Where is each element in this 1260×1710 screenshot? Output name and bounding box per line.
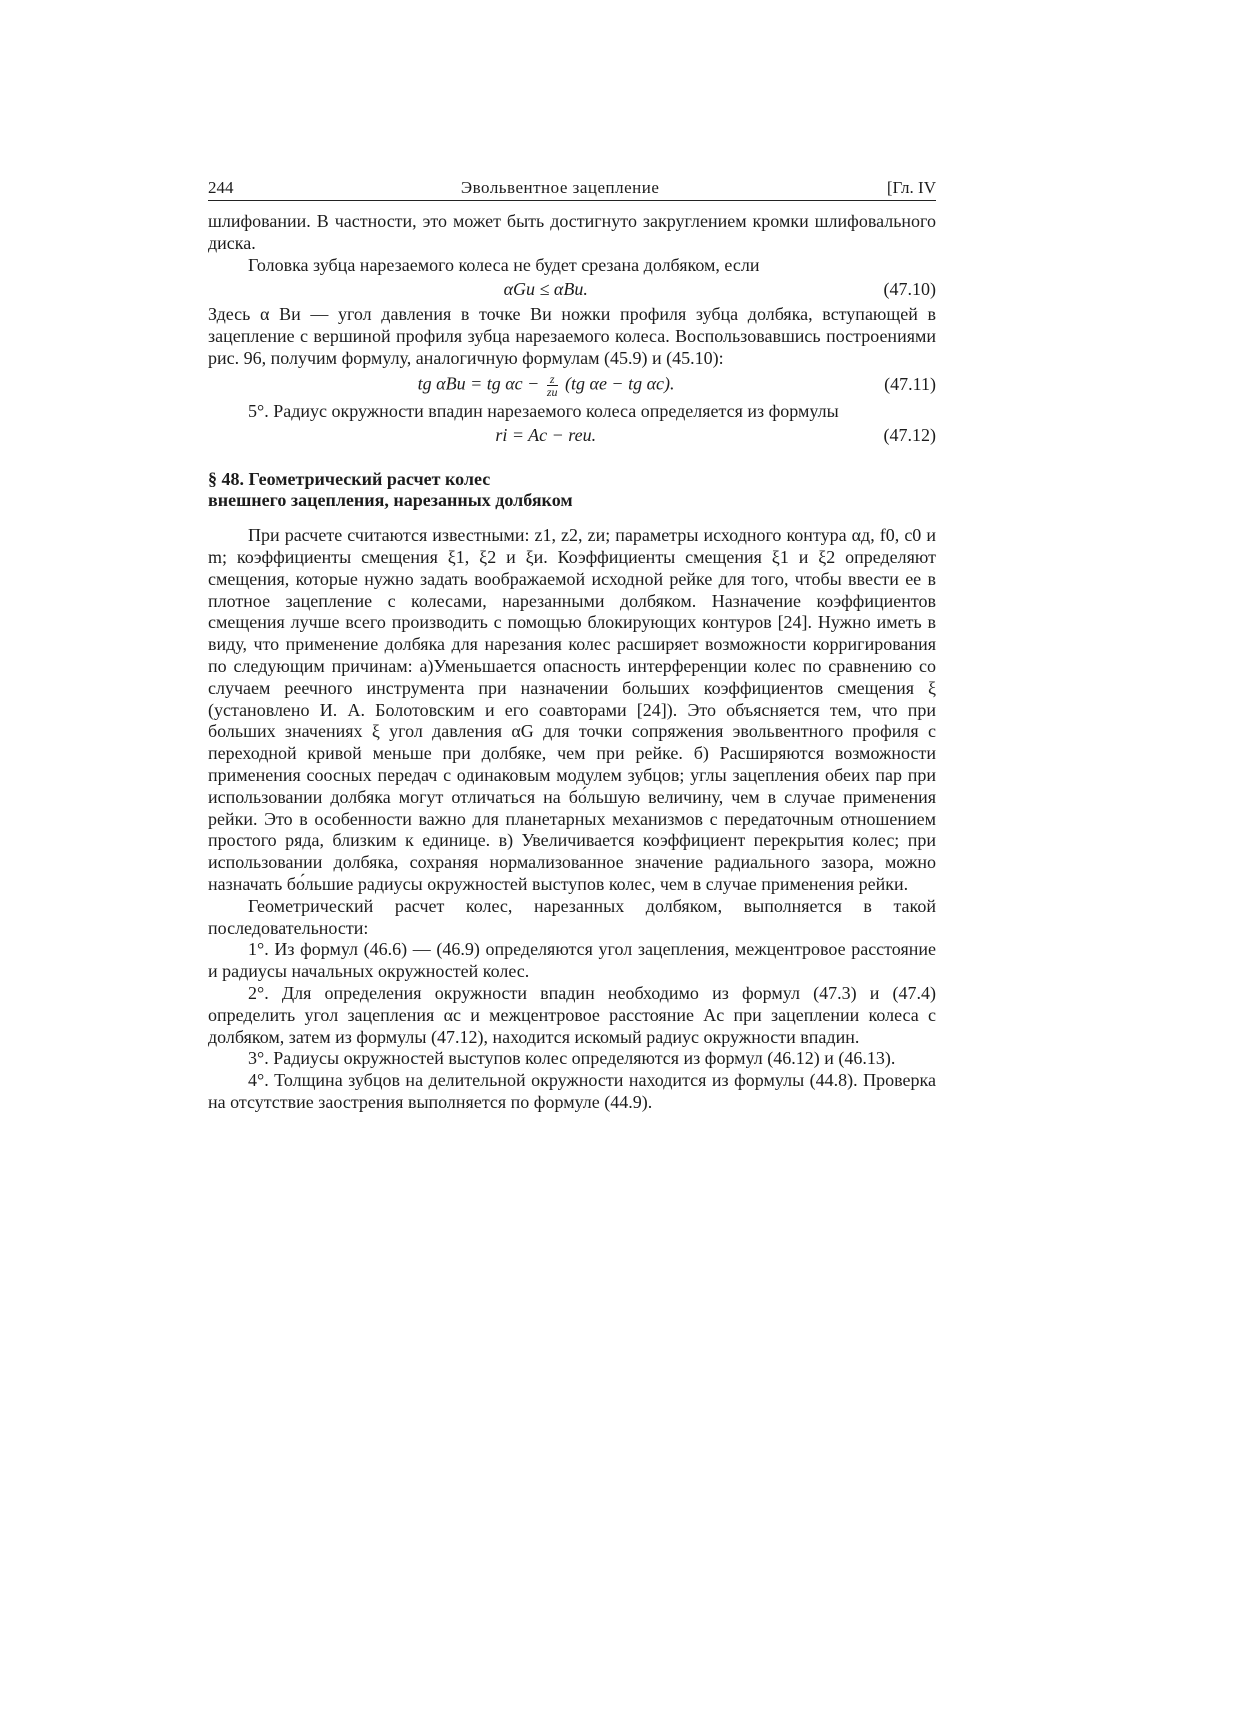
formula-47-10 xyxy=(208,279,936,301)
section-heading xyxy=(208,469,936,511)
paragraph: При расчете считаются известными: z1, z2, zи; параметры исходного контура αд, f0, c0 и m; коэффициенты смещения ξ1, ξ2 и ξи. Коэффициенты смещения ξ1 и ξ2 определяют смещения, которые нужно задать воображаемой исходной рейке для того, чтобы ввести ее в плотное зацепление с колесами, нарезанными долбяком. Назначение коэффициентов смещения лучше всего производить с помощью блокирующих контуров [24]. Нужно иметь в виду, что применение долбяка для нарезания колес расширяет возможности корригирования по следующим причинам: а)Уменьшается опасность интерференции колес по сравнению со случаем реечного инструмента при назначении больших коэффициентов смещения ξ (установлено И. А. Болотовским и его соавторами [24]). Это объясняется тем, что при больших значениях ξ угол давления αG для точки сопряжения эвольвентного профиля с переходной кривой меньше при долбяке, чем при рейке. б) Расширяются возможности применения соосных передач с одинаковым модулем зубцов; углы зацепления обеих пар при использовании долбяка могут отличаться на бо́льшую величину, чем в случае применения рейки. Это в особенности важно для планетарных механизмов с передаточным отношением простого ряда, близким к единице. в) Увеличивается коэффициент перекрытия колес; при использовании долбяка, сохраняя нормализованное значение радиального зазора, можно назначать бо́льшие радиусы окружностей выступов колес, чем в случае применения рейки. xyxy=(208,525,936,894)
formula-left: tg αBи = tg αc − xyxy=(417,373,540,394)
paragraph: 5°. Радиус окружности впадин нарезаемого колеса определяется из формулы xyxy=(248,400,839,421)
formula-number: (47.12) xyxy=(883,425,936,446)
paragraph: Здесь α Bи — угол давления в точке Bи ножки профиля зубца долбяка, вступающей в зацепление с вершиной профиля зубца нарезаемого колеса. Воспользовавшись построениями рис. 96, получим формулу, аналогичную формулам (45.9) и (45.10): xyxy=(208,304,936,368)
running-header xyxy=(208,178,936,201)
formula-47-12 xyxy=(208,425,936,447)
formula-number: (47.11) xyxy=(884,374,936,395)
running-title: Эвольвентное зацепление xyxy=(460,178,660,197)
fraction-numerator: z xyxy=(547,373,558,386)
paragraph: Головка зубца нарезаемого колеса не будет срезана долбяком, если xyxy=(248,254,760,275)
paragraph: 4°. Толщина зубцов на делительной окружности находится из формулы (44.8). Проверка на отсутствие заострения выполняется по формуле (44.9). xyxy=(208,1070,936,1112)
body-text xyxy=(208,211,936,1114)
formula-expression: ri = Ac − reи. xyxy=(495,425,597,446)
section-heading-line: внешнего зацепления, нарезанных долбяком xyxy=(208,490,573,511)
paragraph: Геометрический расчет колес, нарезанных долбяком, выполняется в такой последовательности: xyxy=(208,895,936,938)
book-page xyxy=(208,178,936,1114)
paragraph: 3°. Радиусы окружностей выступов колес определяются из формул (46.12) и (46.13). xyxy=(248,1048,896,1069)
page-number: 244 xyxy=(208,178,234,197)
formula-fraction xyxy=(547,373,558,398)
paragraph: шлифовании. В частности, это может быть достигнуто закруглением кромки шлифовального диска. xyxy=(208,211,936,253)
formula-right: (tg αe − tg αc). xyxy=(565,373,675,394)
chapter-reference: [Гл. IV xyxy=(886,178,936,197)
formula-number: (47.10) xyxy=(883,279,936,300)
formula-expression xyxy=(208,373,884,398)
paragraph: 1°. Из формул (46.6) — (46.9) определяются угол зацепления, межцентровое расстояние и радиусы начальных окружностей колес. xyxy=(208,939,936,982)
paragraph: 2°. Для определения окружности впадин необходимо из формул (47.3) и (47.4) определить угол зацепления αc и межцентровое расстояние Ac при зацеплении колеса с долбяком, затем из формулы (47.12), находится искомый радиус окружности впадин. xyxy=(208,982,936,1047)
fraction-denominator: zи xyxy=(546,384,558,399)
section-heading-line: § 48. Геометрический расчет колес xyxy=(208,469,491,490)
formula-47-11 xyxy=(208,373,936,398)
formula-expression: αGи ≤ αBи. xyxy=(503,279,588,300)
